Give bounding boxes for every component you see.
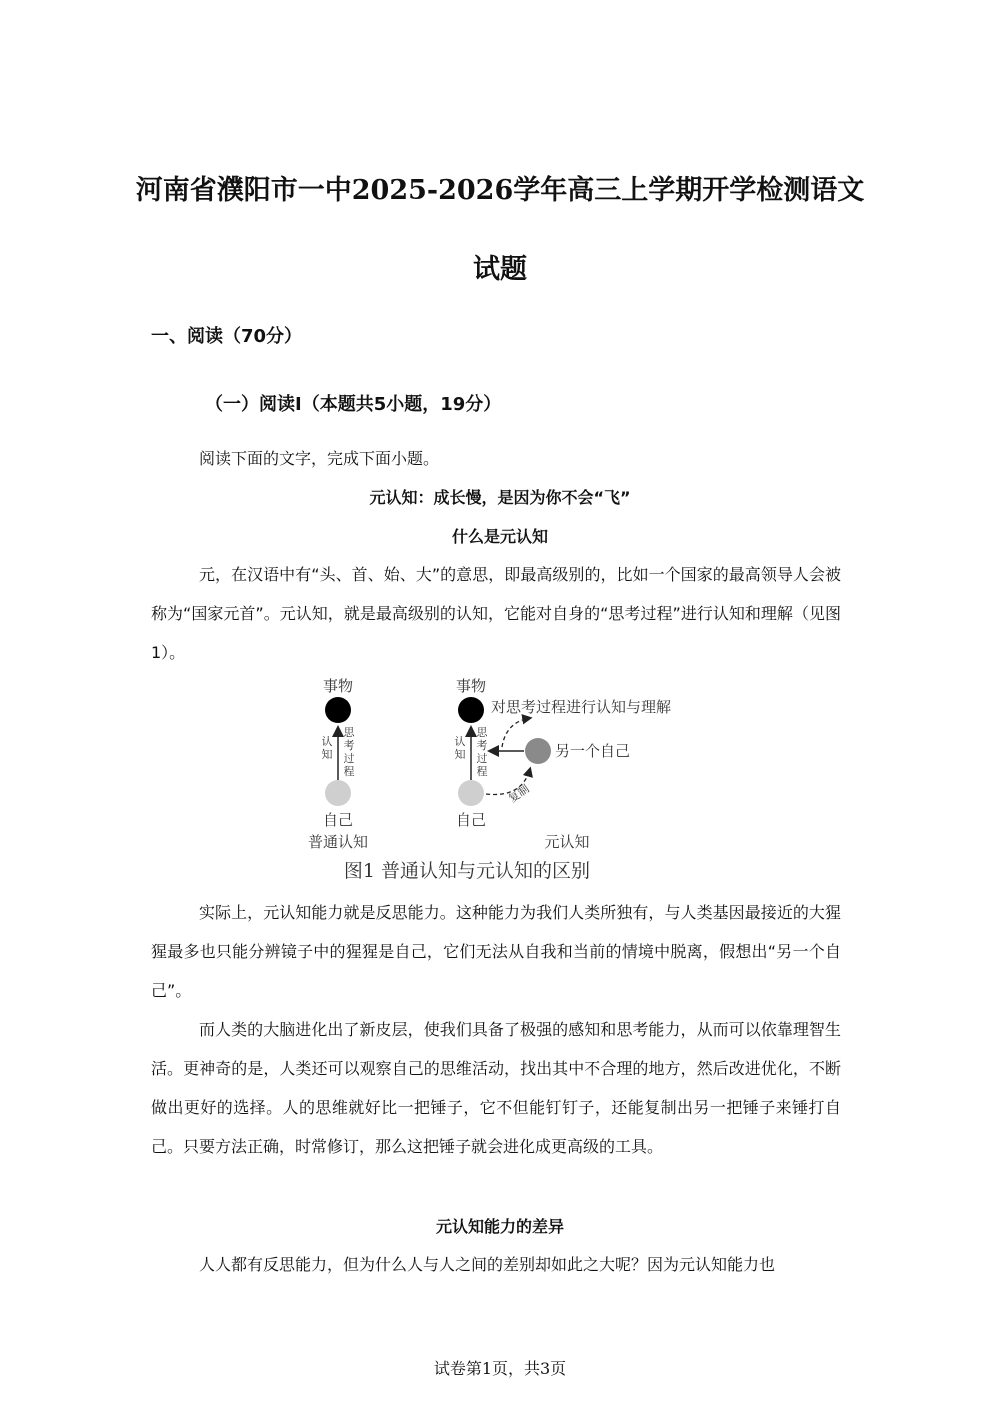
fig-right-top-note: 对思考过程进行认知与理解 <box>491 698 672 716</box>
fig-left-self-node <box>325 780 351 806</box>
fig-right-bottom-label: 自己 <box>455 811 487 829</box>
fig-right-arrow-label-left: 认知 <box>454 735 466 761</box>
article-paragraph-2: 实际上，元认知能力就是反思能力。这种能力为我们人类所独有，与人类基因最接近的大猩猩最多也只能分辨镜子中的猩猩是自己，它们无法从自我和当前的情境中脱离，假想出“另一个自己”。 <box>151 903 841 1000</box>
fig-right-other-self-node <box>525 738 551 764</box>
fig-left-bottom-label: 自己 <box>322 811 354 829</box>
page-title-continued: 试题 <box>473 254 527 285</box>
section-heading: 一、阅读（70分） <box>151 326 303 347</box>
article-title: 元认知：成长慢，是因为你不会“飞” <box>369 488 631 507</box>
fig-right-understand-arrow <box>502 718 530 747</box>
fig-left-caption: 普通认知 <box>307 833 369 851</box>
fig-left-arrow-label-left: 认知 <box>321 735 333 761</box>
fig-left-object-node <box>325 697 351 723</box>
article-paragraph-3: 而人类的大脑进化出了新皮层，使我们具备了极强的感知和思考能力，从而可以依靠理智生活。更神奇的是，人类还可以观察自己的思维活动，找出其中不合理的地方，然后改进优化，不断做出更好的选择。人的思维就好比一把锤子，它不但能钉钉子，还能复制出另一把锤子来锤打自己。只要方法正确，时常修订，那么这把锤子就会进化成更高级的工具。 <box>151 1020 841 1156</box>
fig-right-caption: 元认知 <box>544 833 590 851</box>
fig-right-arrow-label-right: 思考过程 <box>476 726 488 778</box>
fig-right-object-node <box>458 697 484 723</box>
figure-1 <box>290 670 710 890</box>
page-footer: 试卷第1页，共3页 <box>433 1359 567 1378</box>
fig-right-self-node <box>458 780 484 806</box>
article-heading-what: 什么是元认知 <box>451 527 548 546</box>
fig-caption: 图1 普通认知与元认知的区别 <box>343 860 591 882</box>
article-paragraph-1: 元，在汉语中有“头、首、始、大”的意思，即最高级别的，比如一个国家的最高领导人会被称为“国家元首”。元认知，就是最高级别的认知，它能对自身的“思考过程”进行认知和理解（见图1）。 <box>151 565 841 662</box>
fig-left-arrow-label-right: 思考过程 <box>343 726 355 778</box>
instruction-text: 阅读下面的文字，完成下面小题。 <box>199 449 440 468</box>
page-title: 河南省濮阳市一中2025-2026学年高三上学期开学检测语文 <box>135 175 865 206</box>
fig-right-other-label: 另一个自己 <box>555 742 631 760</box>
article-heading-diff: 元认知能力的差异 <box>435 1217 564 1236</box>
article-paragraph-4: 人人都有反思能力，但为什么人与人之间的差别却如此之大呢？因为元认知能力也 <box>199 1255 776 1274</box>
subsection-heading: （一）阅读I（本题共5小题，19分） <box>205 394 502 415</box>
fig-left-top-label: 事物 <box>322 677 354 695</box>
fig-right-top-label: 事物 <box>455 677 487 695</box>
fig-right-copy-label: 复制 <box>506 782 532 806</box>
